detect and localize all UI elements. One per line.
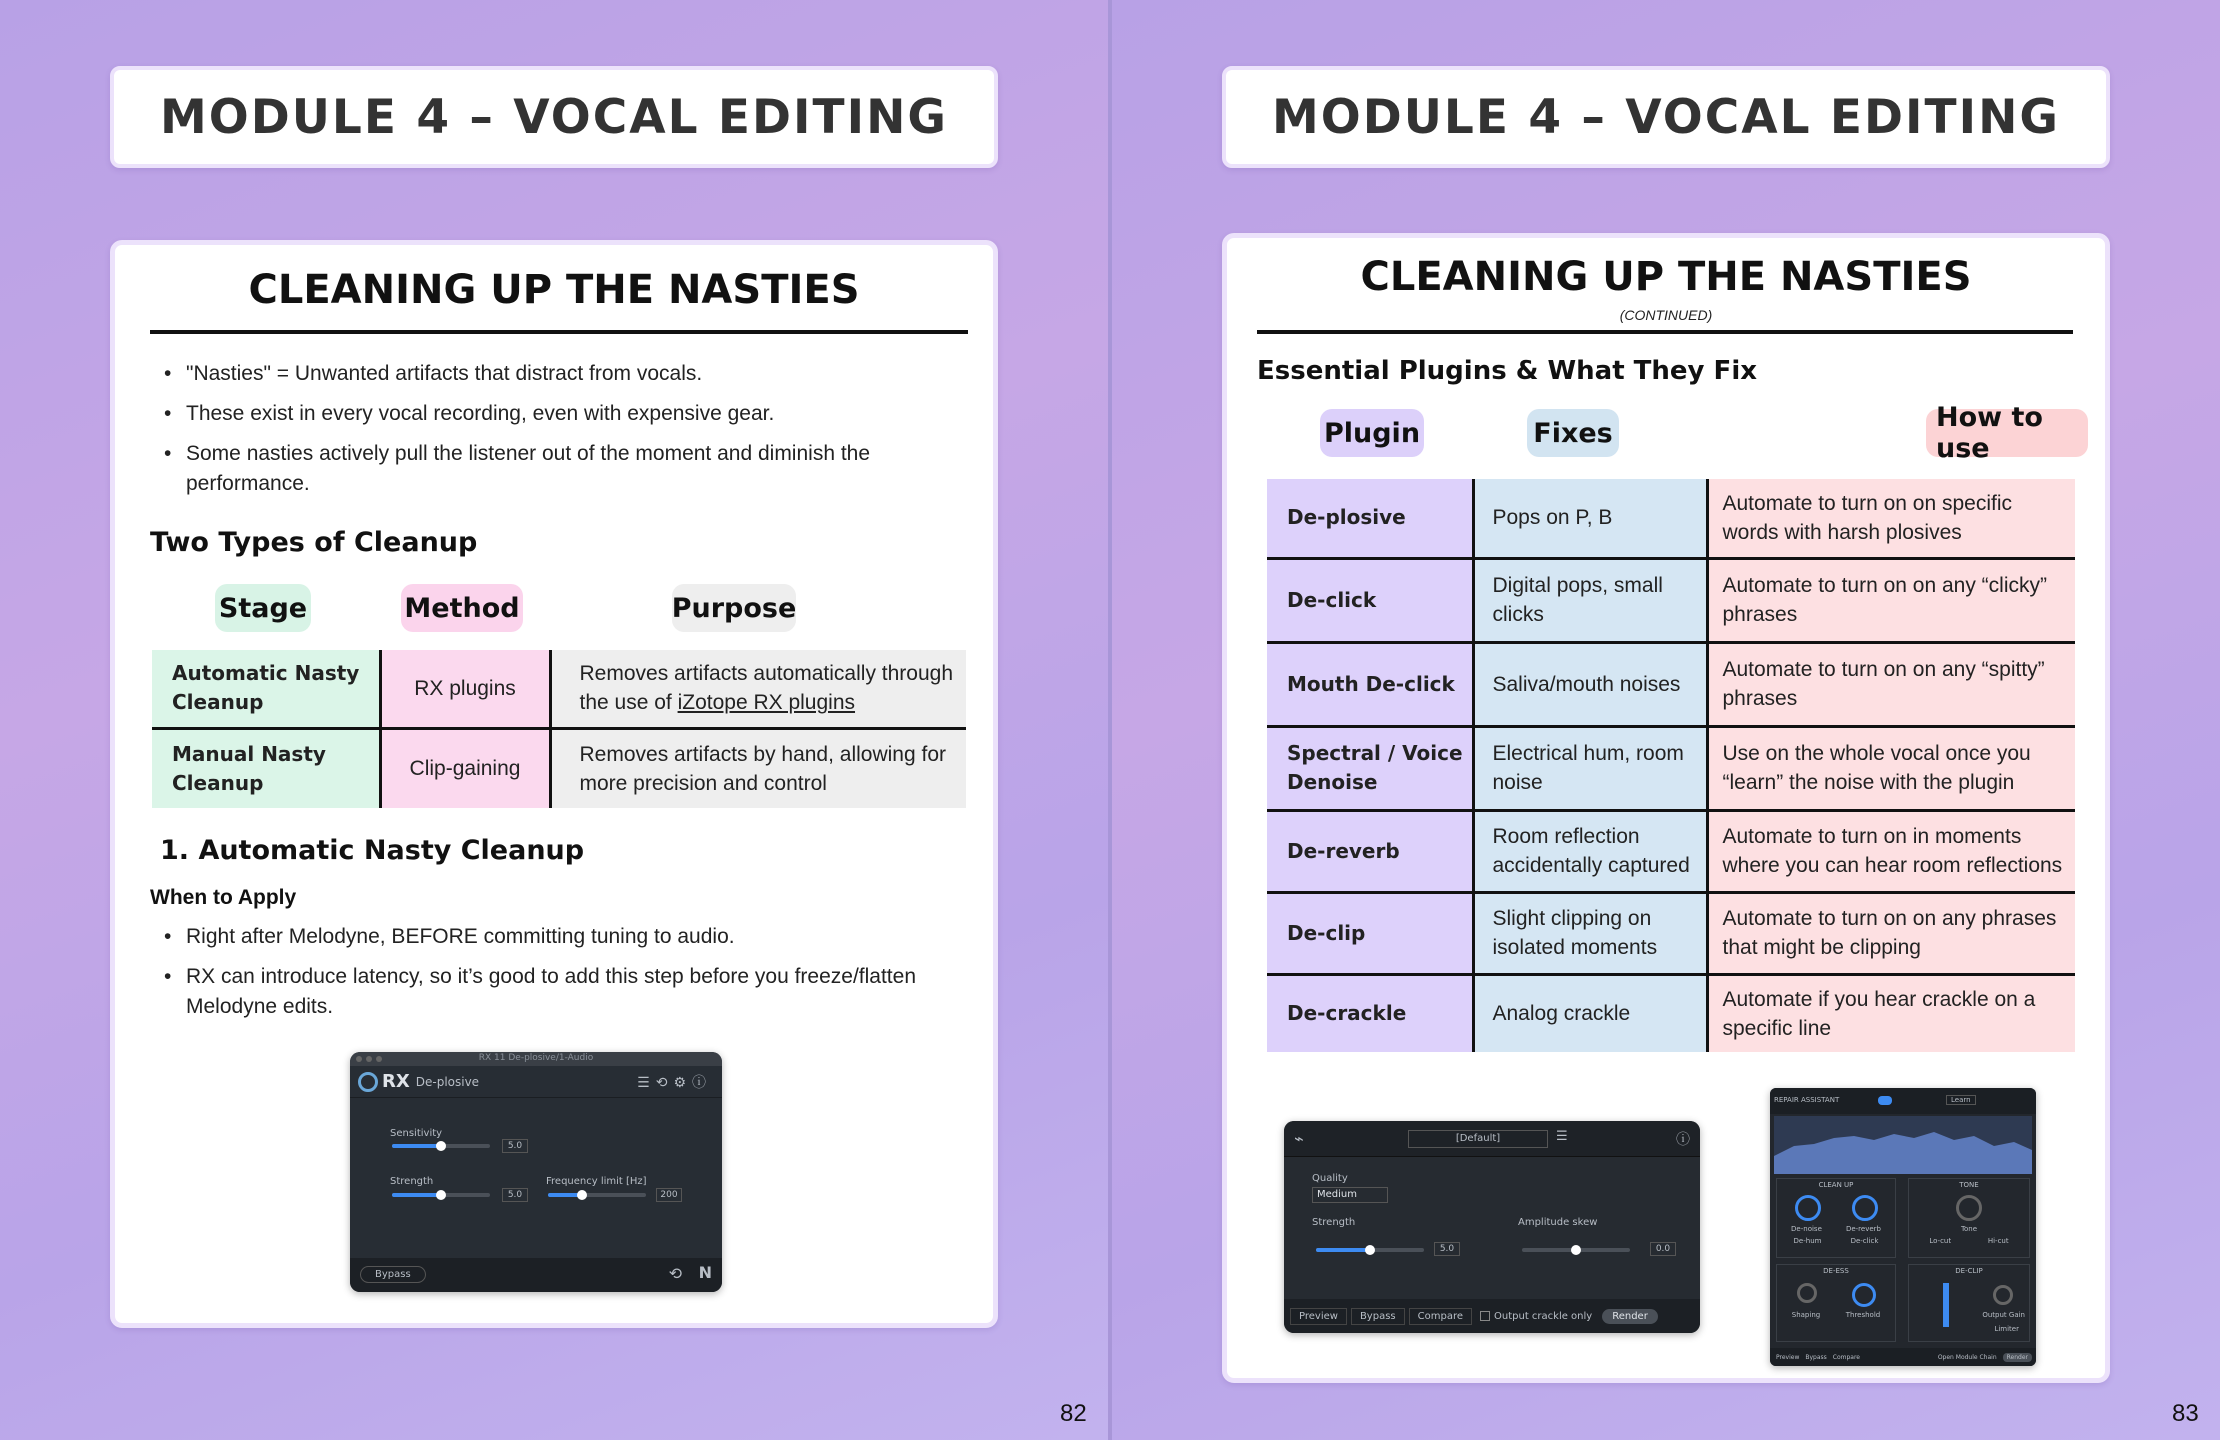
- stage-header: Stage: [215, 584, 311, 632]
- how-cell: Automate to turn on on any phrases that might be clipping: [1707, 892, 2075, 974]
- output-gain-label: Output Gain: [1982, 1311, 2025, 1319]
- plugin-cell: De-clip: [1267, 892, 1473, 974]
- right-card-title: CLEANING UP THE NASTIES: [1360, 254, 1972, 300]
- plugin-footer: [350, 1258, 722, 1292]
- freq-slider[interactable]: [548, 1193, 646, 1197]
- page-number: 83: [2172, 1400, 2199, 1427]
- fixes-cell: Slight clipping on isolated moments: [1473, 892, 1707, 974]
- decrackle-header: [1284, 1121, 1700, 1157]
- auto-heading: 1. Automatic Nasty Cleanup: [160, 835, 585, 866]
- cleanup-table: [152, 650, 966, 808]
- denoise-knob[interactable]: [1795, 1195, 1821, 1221]
- table-row: [152, 728, 966, 808]
- how-cell: Automate to turn on in moments where you can hear room reflections: [1707, 810, 2075, 892]
- intro-bullet: • "Nasties" = Unwanted artifacts that distract from vocals.: [150, 359, 970, 389]
- plugin-cell: De-crackle: [1267, 974, 1473, 1052]
- table-row: [1267, 479, 2075, 558]
- quality-label: Quality: [1312, 1173, 1348, 1184]
- fixes-cell: Electrical hum, room noise: [1473, 726, 1707, 810]
- dehum-toggle[interactable]: De-hum: [1793, 1237, 1822, 1245]
- repair-assistant-screenshot: [1770, 1088, 2036, 1366]
- declip-label: DE-CLIP: [1955, 1267, 1983, 1275]
- table-row: [1267, 810, 2075, 892]
- tone-module: [1908, 1178, 2030, 1258]
- card-subtitle: (CONTINUED): [1619, 307, 1713, 323]
- bypass-button[interactable]: Bypass: [360, 1266, 426, 1283]
- left-card-title: CLEANING UP THE NASTIES: [248, 267, 860, 313]
- repair-footer: [1770, 1348, 2036, 1366]
- fixes-cell: Analog crackle: [1473, 974, 1707, 1052]
- shaping-knob[interactable]: [1797, 1283, 1817, 1303]
- plugin-toolbar-icons[interactable]: ☰⟲⚙ⓘ: [637, 1074, 712, 1091]
- module-chain-button[interactable]: Open Module Chain: [1937, 1353, 1997, 1361]
- plugin-cell: Mouth De-click: [1267, 642, 1473, 726]
- right-card: [1222, 233, 2110, 1383]
- title-rule: [1257, 330, 2073, 334]
- denoise-label: De-noise: [1791, 1225, 1822, 1233]
- intro-bullet: • Some nasties actively pull the listener out of the moment and diminish the performance.: [150, 439, 970, 499]
- table-row: [1267, 558, 2075, 642]
- strength-value[interactable]: 5.0: [502, 1188, 528, 1202]
- when-bullet: • Right after Melodyne, BEFORE committing tuning to audio.: [150, 922, 950, 952]
- plugins-table: [1267, 479, 2075, 1052]
- declip-module: [1908, 1264, 2030, 1342]
- table-row: [1267, 726, 2075, 810]
- freq-label: Frequency limit [Hz]: [546, 1176, 647, 1187]
- table-row: [1267, 892, 2075, 974]
- compare-button[interactable]: Compare: [1832, 1353, 1860, 1361]
- when-bullets: [150, 922, 950, 1032]
- link-icon[interactable]: ⟲: [668, 1264, 682, 1283]
- fixes-cell: Room reflection accidentally captured: [1473, 810, 1707, 892]
- render-button[interactable]: Render: [1602, 1309, 1658, 1324]
- repair-header: [1770, 1088, 2036, 1114]
- sensitivity-slider[interactable]: [392, 1144, 490, 1148]
- how-cell: Automate if you hear crackle on a specific line: [1707, 974, 2075, 1052]
- fixes-cell: Saliva/mouth noises: [1473, 642, 1707, 726]
- fixes-cell: Pops on P, B: [1473, 479, 1707, 558]
- skew-value[interactable]: 0.0: [1650, 1242, 1676, 1256]
- left-page: [0, 0, 1108, 1440]
- intro-bullets: [150, 359, 970, 509]
- repair-title: REPAIR ASSISTANT: [1774, 1096, 1840, 1104]
- method-cell: Clip-gaining: [380, 728, 550, 808]
- bypass-button[interactable]: Bypass: [1805, 1353, 1827, 1361]
- right-header: [1222, 66, 2110, 168]
- left-header-title: MODULE 4 – VOCAL EDITING: [160, 89, 948, 145]
- how-cell: Automate to turn on on specific words with harsh plosives: [1707, 479, 2075, 558]
- deplosive-plugin-screenshot: [350, 1052, 722, 1292]
- plugin-header: [350, 1066, 722, 1098]
- preset-dropdown[interactable]: [Default]: [1408, 1130, 1548, 1148]
- purpose-cell: [550, 650, 966, 728]
- skew-label: Amplitude skew: [1518, 1217, 1598, 1228]
- strength-slider[interactable]: [392, 1193, 490, 1197]
- plugin-cell: De-click: [1267, 558, 1473, 642]
- vocal-mode-toggle[interactable]: [1878, 1096, 1892, 1105]
- plugin-cell: De-reverb: [1267, 810, 1473, 892]
- skew-slider[interactable]: [1522, 1248, 1630, 1252]
- how-header: How to use: [1926, 409, 2088, 457]
- plugin-titlebar: [350, 1052, 722, 1066]
- plugin-name: De-plosive: [415, 1074, 480, 1089]
- purpose-cell: Removes artifacts by hand, allowing for more precision and control: [550, 728, 966, 808]
- tone-knob-label: Tone: [1960, 1225, 1978, 1233]
- strength-label: Strength: [390, 1176, 434, 1187]
- stage-cell: Automatic Nasty Cleanup: [152, 650, 380, 728]
- izotope-logo-icon: N: [698, 1263, 712, 1282]
- declick-toggle[interactable]: De-click: [1850, 1237, 1879, 1245]
- compare-button[interactable]: Compare: [1409, 1308, 1472, 1325]
- tone-label: TONE: [1959, 1181, 1979, 1189]
- strength-value[interactable]: 5.0: [1434, 1242, 1460, 1256]
- deess-label: DE-ESS: [1823, 1267, 1849, 1275]
- locut-toggle[interactable]: Lo-cut: [1929, 1237, 1952, 1245]
- help-icon[interactable]: ⓘ: [1676, 1132, 1690, 1148]
- preview-button[interactable]: Preview: [1776, 1353, 1800, 1361]
- plugin-header: Plugin: [1320, 409, 1424, 457]
- hicut-toggle[interactable]: Hi-cut: [1987, 1237, 2009, 1245]
- waveform-icon: ⌁: [1294, 1129, 1304, 1148]
- purpose-text: Removes artifacts automatically through the use of: [579, 662, 953, 715]
- threshold-label: Threshold: [1845, 1311, 1881, 1319]
- right-header-title: MODULE 4 – VOCAL EDITING: [1272, 89, 2060, 145]
- page-number: 82: [1060, 1400, 1087, 1427]
- menu-icon[interactable]: ☰: [1556, 1129, 1568, 1144]
- how-cell: Automate to turn on on any “spitty” phrases: [1707, 642, 2075, 726]
- how-cell: Automate to turn on on any “clicky” phrases: [1707, 558, 2075, 642]
- quality-select[interactable]: Medium: [1312, 1187, 1388, 1203]
- left-header: [110, 66, 998, 168]
- table-row: [1267, 642, 2075, 726]
- output-only-checkbox[interactable]: [1480, 1311, 1490, 1321]
- method-cell: RX plugins: [380, 650, 550, 728]
- izotope-link[interactable]: iZotope RX plugins: [677, 691, 856, 715]
- when-bullet: • RX can introduce latency, so it’s good to add this step before you freeze/flatten Melodyne edits.: [150, 962, 950, 1022]
- purpose-header: Purpose: [672, 584, 796, 632]
- strength-label: Strength: [1312, 1217, 1356, 1228]
- intro-bullet: • These exist in every vocal recording, even with expensive gear.: [150, 399, 970, 429]
- dereverb-knob[interactable]: [1852, 1195, 1878, 1221]
- rx-logo-icon: [358, 1072, 378, 1092]
- sensitivity-value[interactable]: 5.0: [502, 1139, 528, 1153]
- decrackle-plugin-screenshot: [1284, 1121, 1700, 1333]
- when-heading: When to Apply: [150, 886, 297, 909]
- stage-cell: Manual Nasty Cleanup: [152, 728, 380, 808]
- fixes-header: Fixes: [1527, 409, 1619, 457]
- decrackle-footer: [1284, 1299, 1700, 1333]
- cleanup-module: [1776, 1178, 1896, 1258]
- tone-knob[interactable]: [1956, 1195, 1982, 1221]
- plugin-cell: Spectral / Voice Denoise: [1267, 726, 1473, 810]
- method-header: Method: [401, 584, 523, 632]
- table-row: [1267, 974, 2075, 1052]
- declip-threshold-meter[interactable]: [1943, 1283, 1949, 1327]
- right-page: [1112, 0, 2220, 1440]
- table-row: [152, 650, 966, 728]
- plugin-window-title: RX 11 De-plosive/1-Audio: [478, 1053, 594, 1063]
- left-card: [110, 240, 998, 1328]
- rx-logo-text: RX: [382, 1071, 410, 1092]
- deess-module: [1776, 1264, 1896, 1342]
- plugin-cell: De-plosive: [1267, 479, 1473, 558]
- freq-value[interactable]: 200: [656, 1188, 682, 1202]
- sensitivity-label: Sensitivity: [390, 1128, 443, 1139]
- strength-slider[interactable]: [1316, 1248, 1424, 1252]
- preview-button[interactable]: Preview: [1290, 1308, 1347, 1325]
- render-button[interactable]: Render: [2003, 1353, 2032, 1362]
- output-gain-knob[interactable]: [1993, 1285, 2013, 1305]
- limiter-toggle[interactable]: Limiter: [1994, 1325, 2019, 1333]
- how-cell: Use on the whole vocal once you “learn” the noise with the plugin: [1707, 726, 2075, 810]
- output-only-label: Output crackle only: [1494, 1310, 1593, 1322]
- types-heading: Two Types of Cleanup: [150, 527, 478, 558]
- dereverb-label: De-reverb: [1845, 1225, 1881, 1233]
- plugins-heading: Essential Plugins & What They Fix: [1257, 356, 1758, 386]
- fixes-cell: Digital pops, small clicks: [1473, 558, 1707, 642]
- spectrum-display: [1774, 1116, 2032, 1174]
- bypass-button[interactable]: Bypass: [1351, 1308, 1405, 1325]
- threshold-knob[interactable]: [1852, 1283, 1876, 1307]
- cleanup-label: CLEAN UP: [1818, 1181, 1854, 1189]
- shaping-label: Shaping: [1791, 1311, 1821, 1319]
- learn-button[interactable]: Learn: [1946, 1095, 1976, 1105]
- title-rule: [150, 330, 968, 334]
